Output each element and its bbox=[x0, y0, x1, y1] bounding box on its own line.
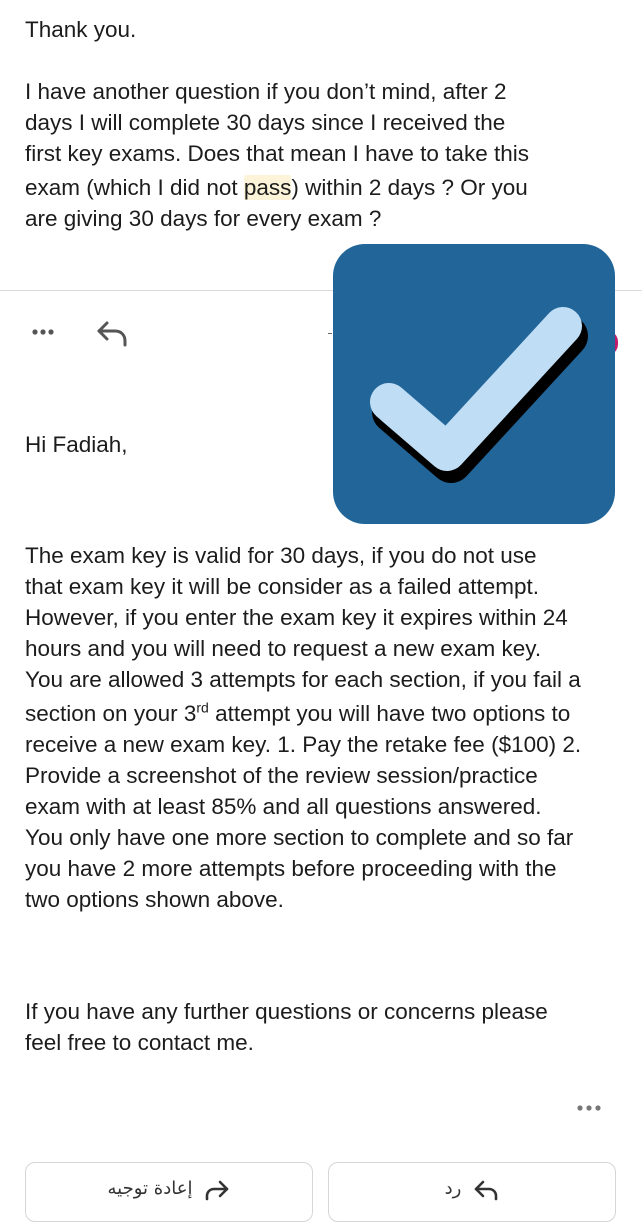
reply-body-line: you have 2 more attempts before proceeding with the bbox=[25, 856, 557, 881]
reply-body-line: Provide a screenshot of the review session/practice bbox=[25, 763, 538, 788]
reply-line-6-rest: attempt you will have two options to bbox=[208, 701, 571, 726]
check-mark-icon bbox=[333, 244, 615, 524]
previous-message-line-4a: exam (which I did not bbox=[25, 175, 244, 200]
ordinal-suffix: rd bbox=[196, 699, 209, 716]
reply-greeting: Hi Fadiah, bbox=[25, 432, 128, 457]
forward-label: إعادة توجيه bbox=[107, 1178, 193, 1199]
check-mark-badge bbox=[333, 244, 615, 524]
reply-body-line: You only have one more section to complete and so far bbox=[25, 825, 574, 850]
more-dots-icon bbox=[30, 328, 58, 336]
forward-button[interactable] bbox=[25, 1162, 313, 1222]
reply-label: رد bbox=[444, 1178, 462, 1199]
previous-message-line-2: days I will complete 30 days since I received the bbox=[25, 110, 506, 135]
reply-body-line: exam with at least 85% and all questions answered. bbox=[25, 794, 542, 819]
reply-body-line: However, if you enter the exam key it expires within 24 bbox=[25, 605, 568, 630]
reply-arrow-icon bbox=[473, 1179, 499, 1201]
reply-button[interactable] bbox=[92, 316, 132, 350]
previous-message-line-4 bbox=[25, 172, 528, 203]
previous-message-greeting: Thank you. bbox=[25, 17, 137, 42]
separator-mark bbox=[328, 333, 332, 334]
show-trimmed-button[interactable] bbox=[572, 1098, 606, 1118]
reply-body-line: You are allowed 3 attempts for each section, if you fail a bbox=[25, 667, 581, 692]
highlighted-word: pass bbox=[243, 175, 292, 200]
reply-footer-button[interactable] bbox=[328, 1162, 616, 1222]
forward-arrow-icon bbox=[204, 1179, 230, 1201]
reply-line-6-start: section on your 3 bbox=[25, 701, 197, 726]
reply-body-line: hours and you will need to request a new exam key. bbox=[25, 636, 542, 661]
previous-message-line-1: I have another question if you don’t mind, after 2 bbox=[25, 79, 507, 104]
reply-body-line: receive a new exam key. 1. Pay the retake fee ($100) 2. bbox=[25, 732, 582, 757]
closing-line-2: feel free to contact me. bbox=[25, 1030, 254, 1055]
previous-message-line-4b: ) within 2 days ? Or you bbox=[291, 175, 528, 200]
reply-body-line: The exam key is valid for 30 days, if you do not use bbox=[25, 543, 537, 568]
more-dots-icon bbox=[574, 1104, 604, 1112]
more-options-button[interactable] bbox=[28, 318, 60, 346]
closing-line-1: If you have any further questions or concerns please bbox=[25, 999, 548, 1024]
previous-message-line-5: are giving 30 days for every exam ? bbox=[25, 206, 382, 231]
reply-arrow-icon bbox=[95, 319, 129, 347]
previous-message-line-3: first key exams. Does that mean I have to take this bbox=[25, 141, 529, 166]
reply-body-line: that exam key it will be consider as a failed attempt. bbox=[25, 574, 539, 599]
reply-body-line bbox=[25, 698, 570, 729]
reply-body-line: two options shown above. bbox=[25, 887, 284, 912]
